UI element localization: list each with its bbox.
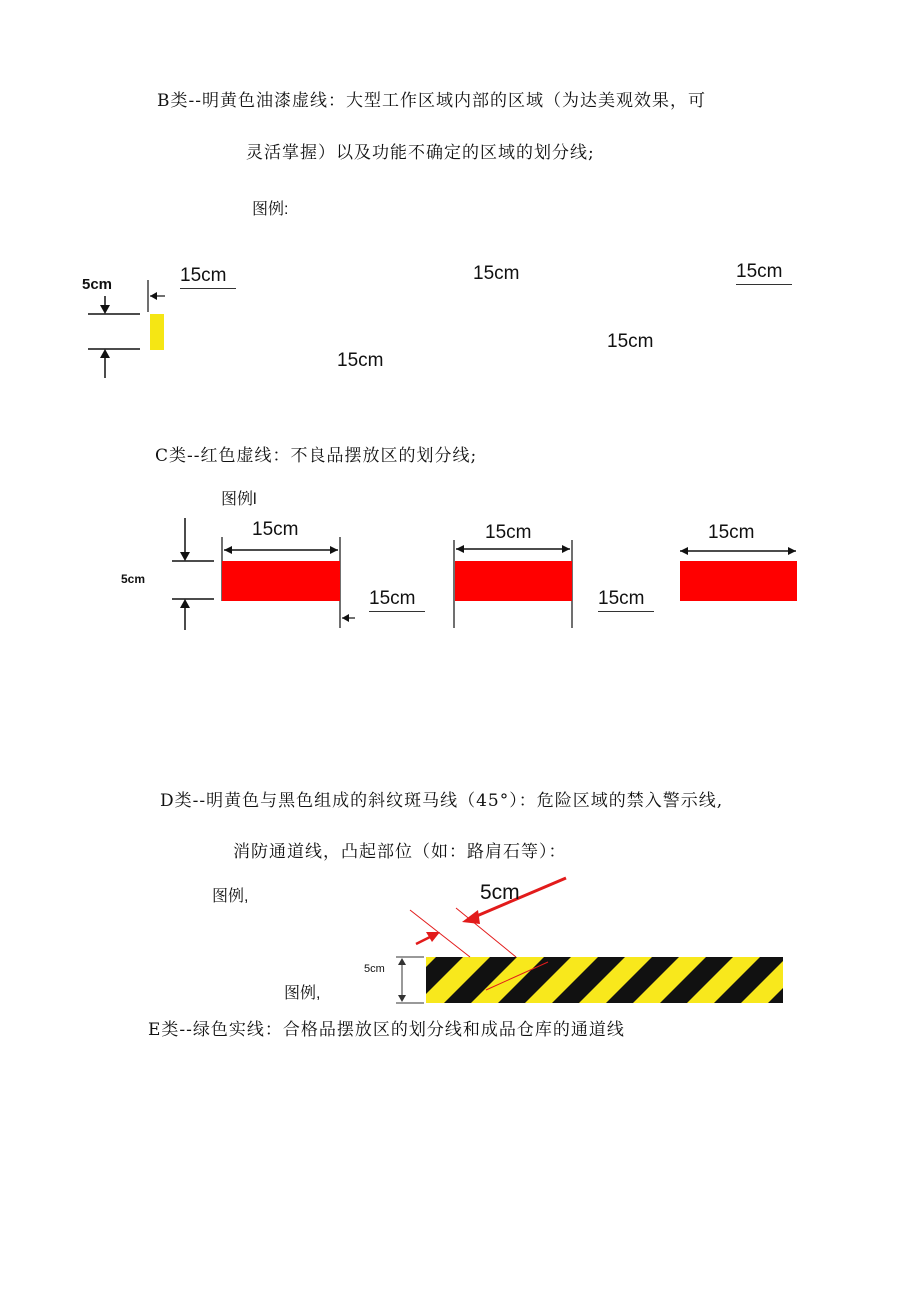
section-b-width-label: 5cm <box>82 276 113 293</box>
section-c-gap-label-1: 15cm <box>369 588 425 612</box>
section-c-seg-label-2: 15cm <box>485 522 532 543</box>
section-b-length-label-2: 15cm <box>473 263 520 284</box>
section-c-width-label: 5cm <box>121 572 146 586</box>
section-b-line2: 灵活掌握）以及功能不确定的区域的划分线; <box>246 143 595 163</box>
section-d-stripe-label: 5cm <box>480 881 520 904</box>
section-c-seg-label-3: 15cm <box>708 522 755 543</box>
section-d-legend-2: 图例, <box>284 985 321 1002</box>
section-e-line1: E类--绿色实线：合格品摆放区的划分线和成品仓库的通道线 <box>148 1020 625 1040</box>
section-b-length-label-4: 15cm <box>607 331 654 352</box>
section-b-length-label-3: 15cm <box>736 261 792 285</box>
section-c-seg-label-1: 15cm <box>252 519 299 537</box>
section-b-legend: 图例: <box>252 201 289 218</box>
section-c-legend: 图例l <box>221 491 257 508</box>
section-b-line1: B类--明黄色油漆虚线：大型工作区域内部的区域（为达美观效果，可 <box>157 91 706 111</box>
section-d-line1: D类--明黄色与黑色组成的斜纹斑马线（45°）：危险区域的禁入警示线, <box>160 791 724 811</box>
section-b-length-label-1: 15cm <box>180 265 236 289</box>
section-d-legend: 图例, <box>212 888 249 905</box>
section-d-width-label: 5cm <box>364 963 385 975</box>
section-d-line2: 消防通道线，凸起部位（如：路肩石等）： <box>233 842 567 862</box>
section-c-line1: C类--红色虚线：不良品摆放区的划分线; <box>155 446 478 466</box>
section-b-length-label-5: 15cm <box>337 350 384 371</box>
section-c-gap-label-2: 15cm <box>598 588 654 612</box>
